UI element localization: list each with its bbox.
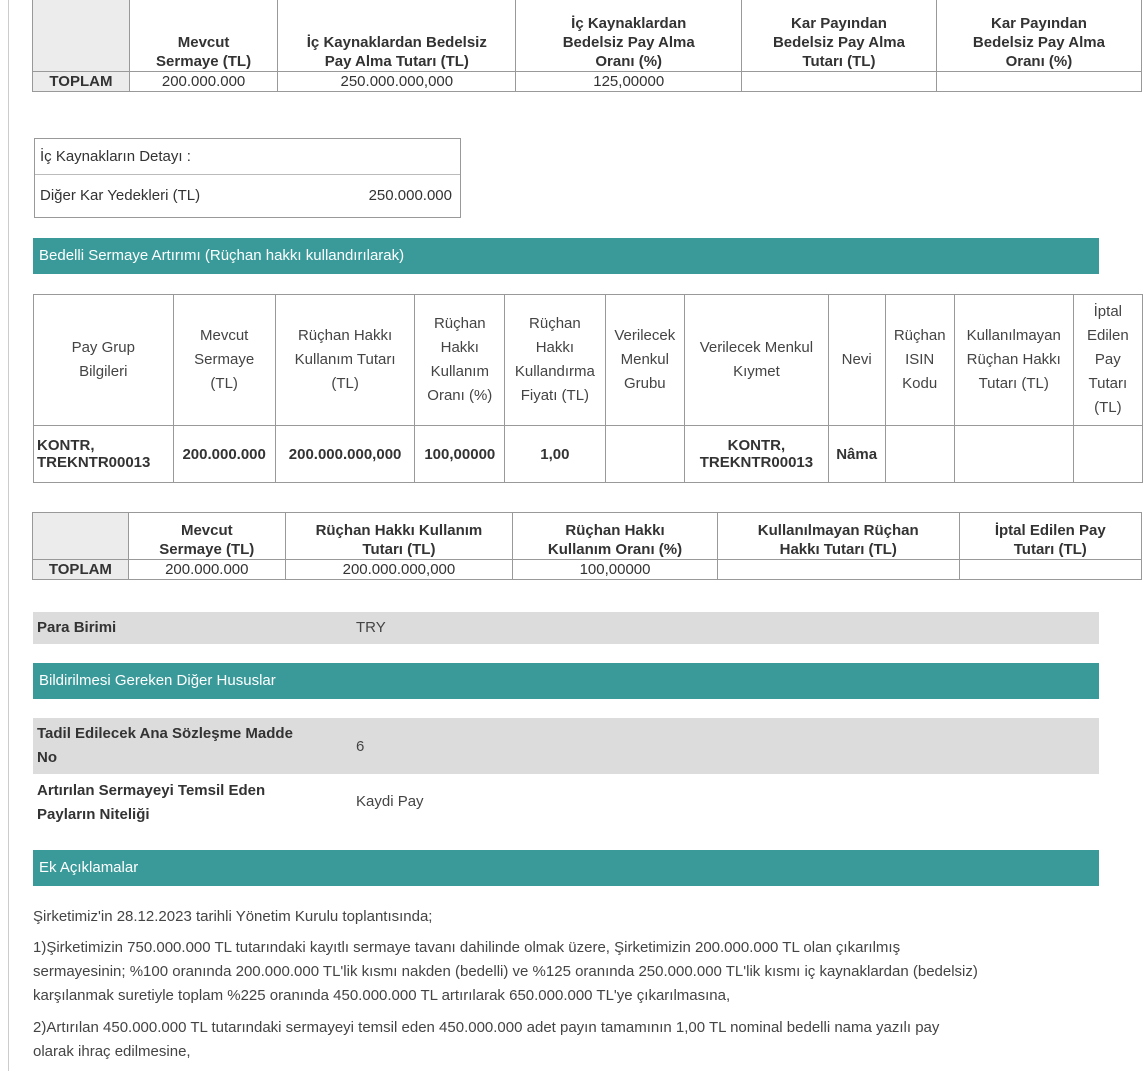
- detail-value: 250.000.000: [368, 187, 452, 204]
- cell-security: KONTR, TREKNTR00013: [685, 426, 829, 483]
- note-item-1-line-2: sermayesinin; %100 oranında 200.000.000 TL'lik kısmı nakden (bedelli) ve %125 oranında 250.000.000 TL'lik kısmı iç kaynaklardan (bedelsiz): [33, 963, 978, 980]
- note-item-1-line-3: karşılanmak suretiyle toplam %225 oranında 450.000.000 TL artırılarak 650.000.000 TL'ye çıkarılmasına,: [33, 987, 731, 1004]
- header-unused-rights: Kullanılmayan Rüçhan Hakkı Tutarı (TL): [717, 513, 959, 560]
- section-other-matters: Bildirilmesi Gereken Diğer Hususlar: [33, 663, 1099, 699]
- header-internal-ratio: İç Kaynaklardan Bedelsiz Pay Alma Oranı (%): [516, 0, 742, 72]
- rights-summary-clip: [32, 512, 1106, 582]
- header-rights-amount: Rüçhan Hakkı Kullanım Tutarı (TL): [285, 513, 512, 560]
- header-cancelled-shares: İptal Edilen Pay Tutarı (TL): [1073, 295, 1142, 426]
- note-item-1-line-1: 1)Şirketimizin 750.000.000 TL tutarındaki kayıtlı sermaye tavanı dahilinde olmak üzere, Şirketimizin 200.000.000 TL olan çıkarılmış: [33, 939, 901, 956]
- header-dividend-ratio: Kar Payından Bedelsiz Pay Alma Oranı (%): [936, 0, 1141, 72]
- header-current-capital: Mevcut Sermaye (TL): [173, 295, 275, 426]
- blank-header-cell: [33, 513, 129, 560]
- total-internal-amount: 250.000.000,000: [278, 72, 516, 92]
- cell-security-group: [605, 426, 685, 483]
- top-summary-table: [32, 0, 1142, 92]
- group-table-clip: [33, 294, 1129, 482]
- total-label: TOPLAM: [33, 72, 130, 92]
- rights-summary-table: [32, 512, 1142, 580]
- header-security-group: Verilecek Menkul Grubu: [605, 295, 685, 426]
- shares-label: Artırılan Sermayeyi Temsil Eden Payların Niteliği: [37, 782, 266, 823]
- share-group-table: [33, 294, 1143, 483]
- cell-unused-rights: [954, 426, 1073, 483]
- header-rights-price: Rüçhan Hakkı Kullandırma Fiyatı (TL): [505, 295, 605, 426]
- cell-rights-ratio: 100,00000: [415, 426, 505, 483]
- currency-value: TRY: [356, 619, 386, 636]
- section-rights-issue: Bedelli Sermaye Artırımı (Rüçhan hakkı kullandırılarak): [33, 238, 1099, 274]
- currency-row: [33, 612, 1099, 644]
- section-additional-notes: Ek Açıklamalar: [33, 850, 1099, 886]
- header-rights-amount: Rüçhan Hakkı Kullanım Tutarı (TL): [275, 295, 415, 426]
- article-value: 6: [356, 738, 365, 755]
- shares-nature-row: [33, 776, 1099, 832]
- total-label: TOPLAM: [33, 560, 129, 580]
- cell-rights-amount: 200.000.000,000: [275, 426, 415, 483]
- header-current-capital: Mevcut Sermaye (TL): [128, 513, 285, 560]
- header-internal-amount: İç Kaynaklardan Bedelsiz Pay Alma Tutarı (TL): [278, 0, 516, 72]
- header-rights-ratio: Rüçhan Hakkı Kullanım Oranı (%): [513, 513, 718, 560]
- cell-rights-price: 1,00: [505, 426, 605, 483]
- detail-title: İç Kaynakların Detayı :: [35, 139, 460, 175]
- header-type: Nevi: [828, 295, 885, 426]
- note-intro: Şirketimiz'in 28.12.2023 tarihli Yönetim Kurulu toplantısında;: [33, 908, 433, 925]
- announcement-page: [8, 0, 1129, 1071]
- cell-type: Nâma: [828, 426, 885, 483]
- internal-resources-detail: [34, 138, 461, 218]
- cell-pay-group: KONTR, TREKNTR00013: [34, 426, 174, 483]
- note-item-2-line-1: 2)Artırılan 450.000.000 TL tutarındaki sermayeyi temsil eden 450.000.000 adet payın tamamının 1,00 TL nominal bedelli nama yazılı pay: [33, 1019, 940, 1036]
- cell-current-capital: 200.000.000: [173, 426, 275, 483]
- total-rights-ratio: 100,00000: [513, 560, 718, 580]
- header-unused-rights: Kullanılmayan Rüçhan Hakkı Tutarı (TL): [954, 295, 1073, 426]
- cell-isin: [885, 426, 954, 483]
- total-current-capital: 200.000.000: [129, 72, 277, 92]
- shares-value: Kaydi Pay: [356, 793, 424, 810]
- header-cancelled-shares: İptal Edilen Pay Tutarı (TL): [959, 513, 1141, 560]
- header-dividend-amount: Kar Payından Bedelsiz Pay Alma Tutarı (TL): [742, 0, 937, 72]
- header-pay-group: Pay Grup Bilgileri: [34, 295, 174, 426]
- total-current-capital: 200.000.000: [128, 560, 285, 580]
- top-summary-clip: [32, 0, 1105, 92]
- total-dividend-ratio: [936, 72, 1141, 92]
- header-current-capital: Mevcut Sermaye (TL): [129, 0, 277, 72]
- note-item-2-line-2: olarak ihraç edilmesine,: [33, 1043, 191, 1060]
- header-security: Verilecek Menkul Kıymet: [685, 295, 829, 426]
- total-cancelled-shares: [959, 560, 1141, 580]
- blank-header-cell: [33, 0, 130, 72]
- currency-label: Para Birimi: [37, 619, 117, 636]
- header-isin: Rüçhan ISIN Kodu: [885, 295, 954, 426]
- total-dividend-amount: [742, 72, 937, 92]
- detail-label: Diğer Kar Yedekleri (TL): [40, 187, 201, 204]
- total-unused-rights: [717, 560, 959, 580]
- detail-row: [35, 175, 460, 217]
- article-row: [33, 718, 1099, 774]
- cell-cancelled-shares: [1073, 426, 1142, 483]
- total-rights-amount: 200.000.000,000: [285, 560, 512, 580]
- total-internal-ratio: 125,00000: [516, 72, 742, 92]
- article-label: Tadil Edilecek Ana Sözleşme Madde No: [37, 725, 293, 766]
- header-rights-ratio: Rüçhan Hakkı Kullanım Oranı (%): [415, 295, 505, 426]
